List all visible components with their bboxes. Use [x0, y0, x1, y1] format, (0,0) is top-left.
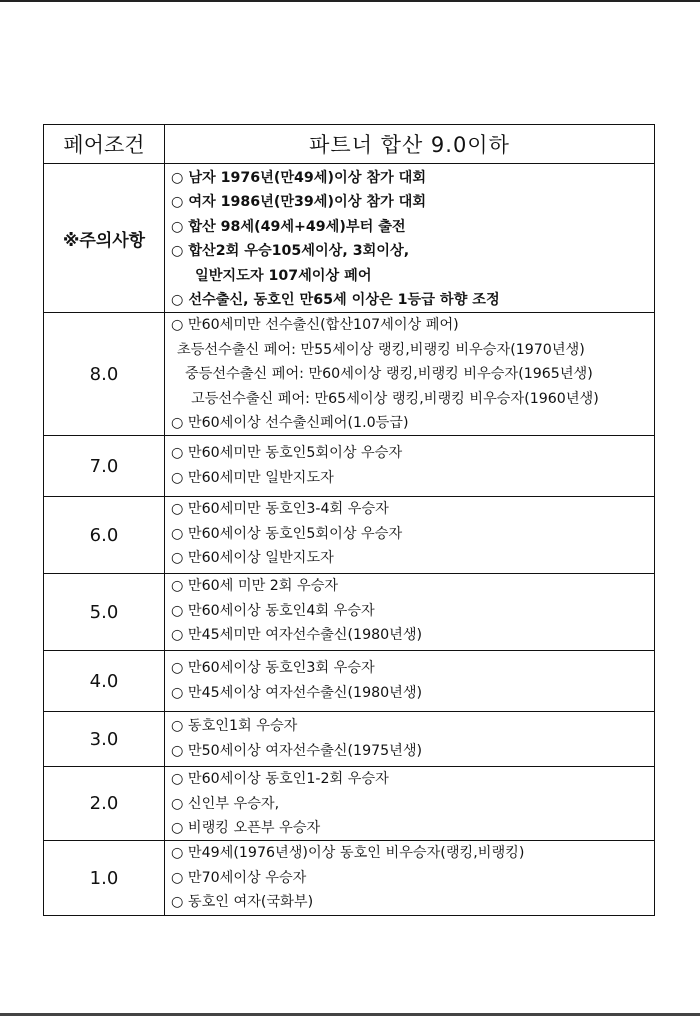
- grade-line: ○ 만60세이상 동호인1-2회 우승자: [171, 771, 389, 788]
- pair-conditions-table: [43, 124, 655, 916]
- grade-lines: [165, 841, 655, 915]
- notice-lines: [165, 164, 655, 313]
- grade-line: ○ 만60세미만 선수출신(합산107세이상 페어): [171, 317, 459, 334]
- grade-lines: [165, 767, 655, 841]
- header-row: [44, 125, 655, 164]
- grade-line: ○ 만49세(1976년생)이상 동호인 비우승자(랭킹,비랭킹): [171, 845, 525, 862]
- grade-row-1: [44, 841, 655, 915]
- grade-line: ○ 만60세이상 선수출신페어(1.0등급): [171, 414, 409, 431]
- grade-line: ○ 만60세 미만 2회 우승자: [171, 578, 339, 595]
- grade-label: 8.0: [44, 313, 165, 436]
- grade-row-8: [44, 313, 655, 436]
- grade-lines: [165, 651, 655, 712]
- grade-line: ○ 만60세미만 일반지도자: [171, 469, 334, 486]
- header-pair-condition: 페어조건: [44, 125, 165, 164]
- grade-label: 1.0: [44, 841, 165, 915]
- grade-line: 초등선수출신 페어: 만55세이상 랭킹,비랭킹 비우승자(1970년생): [177, 341, 585, 358]
- grade-line: ○ 만45세미만 여자선수출신(1980년생): [171, 627, 423, 644]
- grade-lines: [165, 574, 655, 651]
- notice-line: ○ 합산 98세(49세+49세)부터 출전: [171, 218, 406, 235]
- grade-row-3: [44, 712, 655, 767]
- notice-line: ○ 여자 1986년(만39세)이상 참가 대회: [171, 194, 427, 211]
- grade-lines: [165, 313, 655, 436]
- grade-line: 중등선수출신 페어: 만60세이상 랭킹,비랭킹 비우승자(1965년생): [185, 366, 593, 383]
- top-rule: [0, 0, 700, 2]
- grade-row-2: [44, 767, 655, 841]
- notice-line: ○ 합산2회 우승105세이상, 3회이상,: [171, 243, 410, 260]
- grade-label: 2.0: [44, 767, 165, 841]
- notice-line: ○ 선수출신, 동호인 만65세 이상은 1등급 하향 조정: [171, 291, 500, 308]
- grade-line: ○ 만60세이상 일반지도자: [171, 550, 334, 567]
- grade-line: ○ 만45세이상 여자선수출신(1980년생): [171, 684, 423, 701]
- grade-lines: [165, 436, 655, 497]
- grade-label: 6.0: [44, 497, 165, 574]
- grade-lines: [165, 497, 655, 574]
- grade-label: 7.0: [44, 436, 165, 497]
- notice-line: ○ 남자 1976년(만49세)이상 참가 대회: [171, 170, 427, 186]
- notice-line: 일반지도자 107세이상 페어: [195, 267, 372, 284]
- notice-label: ※주의사항: [44, 164, 165, 313]
- grade-row-5: [44, 574, 655, 651]
- grade-row-6: [44, 497, 655, 574]
- grade-line: ○ 동호인 여자(국화부): [171, 894, 314, 911]
- grade-lines: [165, 712, 655, 767]
- grade-label: 4.0: [44, 651, 165, 712]
- grade-line: ○ 만60세이상 동호인3회 우승자: [171, 660, 375, 677]
- grade-line: 고등선수출신 페어: 만65세이상 랭킹,비랭킹 비우승자(1960년생): [191, 390, 599, 407]
- header-partner-sum: 파트너 합산 9.0이하: [165, 125, 655, 164]
- grade-line: ○ 비랭킹 오픈부 우승자: [171, 820, 321, 837]
- grade-line: ○ 만60세이상 동호인5회이상 우승자: [171, 525, 403, 542]
- grade-line: ○ 만60세이상 동호인4회 우승자: [171, 602, 375, 619]
- grade-line: ○ 만60세미만 동호인5회이상 우승자: [171, 445, 403, 462]
- notice-row: [44, 164, 655, 313]
- grade-label: 3.0: [44, 712, 165, 767]
- grade-line: ○ 만50세이상 여자선수출신(1975년생): [171, 742, 423, 759]
- grade-row-4: [44, 651, 655, 712]
- grade-label: 5.0: [44, 574, 165, 651]
- grade-line: ○ 동호인1회 우승자: [171, 718, 298, 735]
- grade-line: ○ 만60세미만 동호인3-4회 우승자: [171, 501, 389, 518]
- grade-line: ○ 만70세이상 우승자: [171, 869, 307, 886]
- grade-row-7: [44, 436, 655, 497]
- grade-line: ○ 신인부 우승자,: [171, 795, 280, 812]
